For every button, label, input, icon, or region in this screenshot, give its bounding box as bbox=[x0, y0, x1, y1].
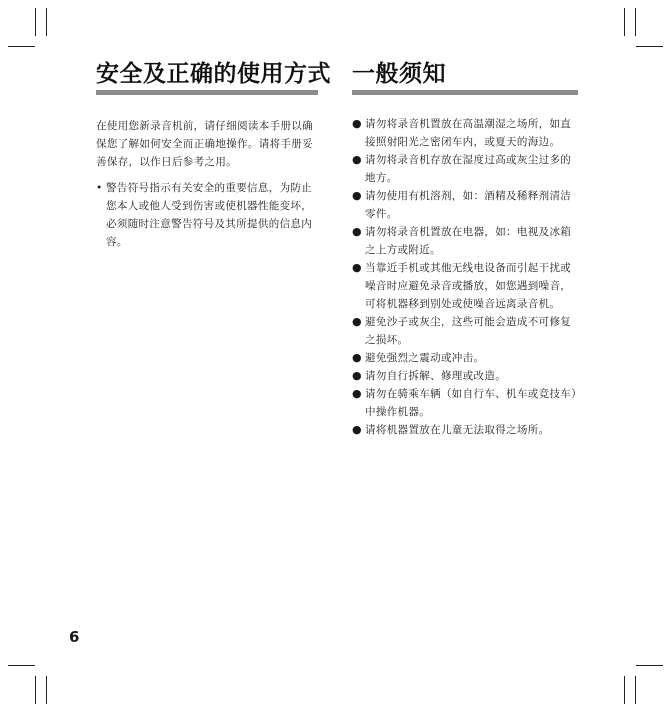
note-bullet: • bbox=[96, 182, 103, 194]
list-item-text: 当靠近手机或其他无线电设备而引起干扰或噪音时应避免录音或播放，如您遇到噪音，可将机器移到别处或使噪音远离录音机。 bbox=[365, 262, 572, 310]
bullet-icon: ● bbox=[352, 369, 362, 382]
list-item-text: 请勿将录音机存放在湿度过高或灰尘过多的地方。 bbox=[365, 154, 572, 184]
bullet-icon: ● bbox=[352, 315, 362, 328]
page-number: 6 bbox=[69, 628, 80, 646]
crop-mark bbox=[624, 8, 625, 36]
list-item bbox=[352, 349, 578, 367]
crop-mark bbox=[35, 8, 36, 36]
warning-note bbox=[96, 179, 320, 251]
list-item-text: 请勿使用有机溶剂，如：酒精及稀释剂清洁零件。 bbox=[365, 190, 572, 220]
general-notes-list bbox=[352, 115, 578, 439]
bullet-icon: ● bbox=[352, 387, 362, 400]
list-item bbox=[352, 367, 578, 385]
bullet-icon: ● bbox=[352, 117, 362, 130]
list-item bbox=[352, 385, 578, 421]
heading-rule bbox=[352, 90, 578, 95]
list-item bbox=[352, 421, 578, 439]
crop-mark bbox=[35, 676, 36, 704]
warning-note-text: 警告符号指示有关安全的重要信息，为防止您本人或他人受到伤害或使机器性能变坏，必须随时注意警告符号及其所提供的信息内容。 bbox=[106, 182, 313, 248]
bullet-icon: ● bbox=[352, 189, 362, 202]
safety-heading: 安全及正确的使用方式 bbox=[96, 61, 331, 87]
list-item-text: 请将机器置放在儿童无法取得之场所。 bbox=[365, 424, 550, 436]
crop-mark bbox=[8, 665, 35, 666]
bullet-icon: ● bbox=[352, 225, 362, 238]
list-item-text: 请勿将录音机置放在高温潮湿之场所，如直接照射阳光之密闭车内，或夏天的海边。 bbox=[365, 118, 572, 148]
crop-mark bbox=[46, 8, 47, 36]
crop-mark bbox=[636, 46, 663, 47]
list-item-text: 避免强烈之震动或冲击。 bbox=[365, 352, 485, 364]
bullet-icon: ● bbox=[352, 351, 362, 364]
general-notes-heading: 一般须知 bbox=[352, 61, 446, 87]
crop-mark bbox=[636, 665, 663, 666]
list-item bbox=[352, 151, 578, 187]
crop-mark bbox=[635, 676, 636, 704]
list-item bbox=[352, 187, 578, 223]
intro-paragraph: 在使用您新录音机前，请仔细阅读本手册以确保您了解如何安全而正确地操作。请将手册妥善保存，以作日后参考之用。 bbox=[96, 120, 313, 168]
crop-mark bbox=[635, 8, 636, 36]
list-item-text: 避免沙子或灰尘，这些可能会造成不可修复之损坏。 bbox=[365, 316, 572, 346]
crop-mark bbox=[46, 676, 47, 704]
list-item bbox=[352, 115, 578, 151]
list-item bbox=[352, 223, 578, 259]
bullet-icon: ● bbox=[352, 261, 362, 274]
bullet-icon: ● bbox=[352, 423, 362, 436]
list-item-text: 请勿自行拆解、修理或改造。 bbox=[365, 370, 507, 382]
list-item-text: 请勿在骑乘车辆（如自行车、机车或竞技车）中操作机器。 bbox=[365, 388, 577, 418]
crop-mark bbox=[624, 676, 625, 704]
list-item bbox=[352, 313, 578, 349]
heading-rule bbox=[96, 90, 318, 95]
list-item-text: 请勿将录音机置放在电器，如：电视及冰箱之上方或附近。 bbox=[365, 226, 572, 256]
bullet-icon: ● bbox=[352, 153, 362, 166]
crop-mark bbox=[8, 46, 35, 47]
list-item bbox=[352, 259, 578, 313]
